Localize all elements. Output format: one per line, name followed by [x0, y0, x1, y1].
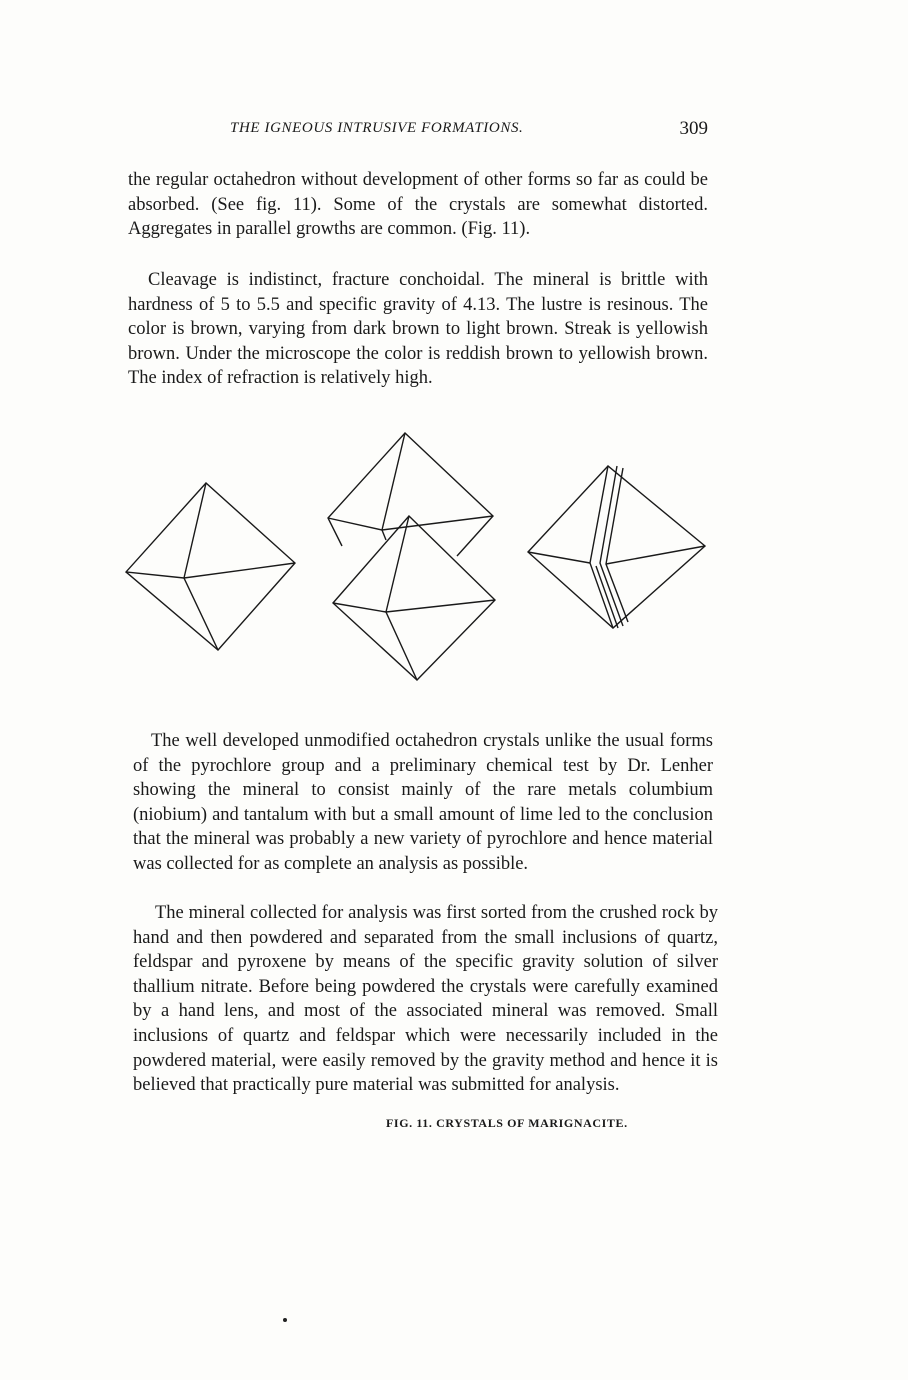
- crystal-drawings: [120, 428, 720, 688]
- figure-caption: FIG. 11. CRYSTALS OF MARIGNACITE.: [386, 1116, 628, 1130]
- paragraph-crystal-forms: the regular octahedron without development of other forms so far as could be absorbed. (See fig. 11). Some of the crystals are somewhat distorted. Aggregates in parallel growths are common. (Fig. 11).: [128, 170, 708, 240]
- page-header: [128, 118, 708, 146]
- paragraph-physical-properties: Cleavage is indistinct, fracture conchoidal. The mineral is brittle with hardness of 5 to 5.5 and specific gravity of 4.13. The lustre is resinous. The color is brown, varying from dark brown to light brown. Streak is yellowish brown. Under the microscope the color is reddish brown to yellowish brown. The index of refraction is relatively high.: [128, 270, 708, 389]
- octahedron-middle-back: [328, 433, 493, 556]
- running-head: THE IGNEOUS INTRUSIVE FORMATIONS.: [230, 120, 524, 136]
- paragraph-identification: The well developed unmodified octahedron crystals unlike the usual forms of the pyrochlore group and a preliminary chemical test by Dr. Lenher showing the mineral to consist mainly of the rare metals columbium (niobium) and tantalum with but a small amount of lime led to the conclusion that the mineral was probably a new variety of pyrochlore and hence material was collected for as complete an analysis as possible.: [133, 731, 713, 874]
- page-number: 309: [679, 118, 708, 139]
- octahedron-left: [126, 483, 295, 650]
- octahedron-aggregate-right: [528, 466, 705, 628]
- page-speck: [283, 1318, 287, 1322]
- paragraph-analysis-preparation: The mineral collected for analysis was first sorted from the crushed rock by hand and then powdered and separated from the small inclusions of quartz, feldspar and pyroxene by means of the specific gravity solution of silver thallium nitrate. Before being powdered the crystals were carefully examined by a hand lens, and most of the associated mineral was removed. Small inclusions of quartz and feldspar which were necessarily included in the powdered material, were easily removed by the gravity method and hence it is believed that practically pure material was submitted for analysis.: [133, 903, 718, 1096]
